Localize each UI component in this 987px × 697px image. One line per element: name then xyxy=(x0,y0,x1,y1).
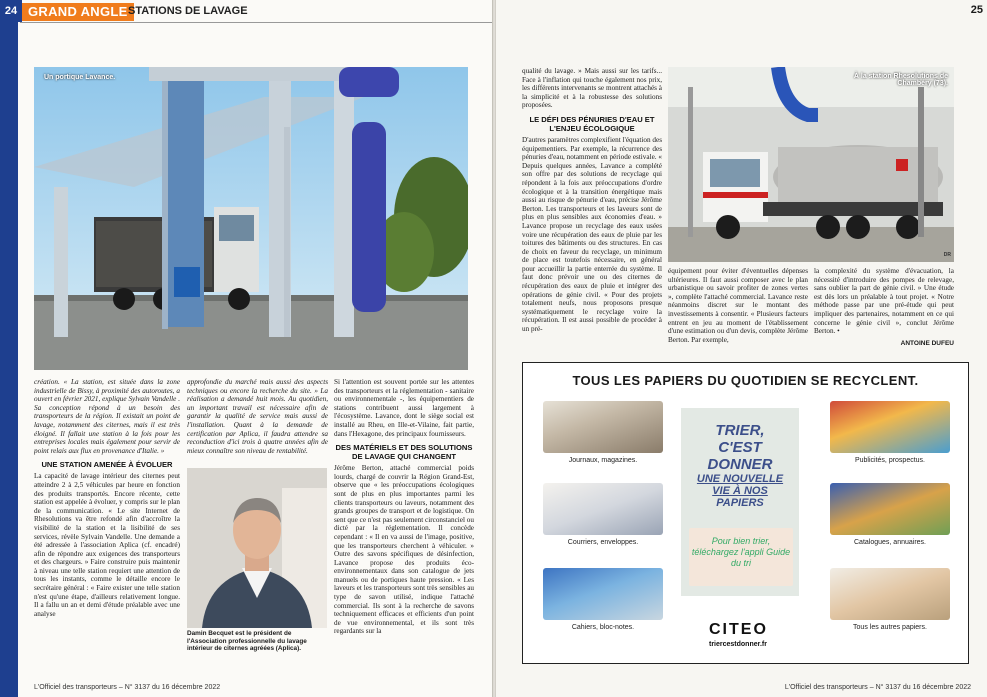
page-footer: L'Officiel des transporteurs – N° 3137 du 16 décembre 2022 xyxy=(784,684,971,691)
photo-caption: Un portique Lavance. xyxy=(44,74,116,81)
card-line: VIE À NOS xyxy=(712,485,768,497)
citeo-advertisement xyxy=(522,362,969,664)
recycle-card xyxy=(681,408,799,596)
paragraph: D'autres paramètres complexifient l'équation des équipementiers. Par exemple, la récurrence des pénuries d'eau, notamment en période estivale. « Depuis quelques années, Lavance a complété son offre par des solutions de recyclage qui répondent à la fois aux préoccupations d'ordre écologique et à la transition énergétique mais aussi au risque de pénurie d'eau, précise Jérôme Berton. Les transporteurs et les laveurs sont de plus en plus sensibles aux économies d'eau. » Lavance propose un recyclage des eaux usées voire une récupération des eaux de pluie par les toitures des bâtiments ou des structures. En cas de choix en faveur du recyclage, un minimum de place est toutefois nécessaire, en général pour accueillir la partie enterrée du système. Il faut donc prévoir une ou des citernes de récupération des eaux de pluie et intégrer des opérations de génie civil. « Pour des projets totalement neufs, nous proposons presque systématiquement le recyclage voire la récupération. Il est aussi possible de procéder à un pré- xyxy=(522,135,662,334)
article-column-3 xyxy=(814,267,954,357)
header-rule xyxy=(20,22,492,23)
ad-title: TOUS LES PAPIERS DU QUOTIDIEN SE RECYCLENT. xyxy=(572,373,919,388)
gantry-illustration xyxy=(34,67,468,370)
flyer-pile-icon xyxy=(830,401,950,453)
ad-item xyxy=(830,483,950,546)
article-column-2 xyxy=(668,267,808,357)
card-line: DONNER xyxy=(707,456,773,473)
photo-credit: DR xyxy=(943,252,951,258)
portrait-caption: Damin Becquet est le président de l'Association professionnelle du lavage intérieur de citernes agréées (Aplica). xyxy=(187,630,307,653)
paragraph: équipement pour éviter d'éventuelles dépenses ultérieures. Il faut aussi composer avec le plan urbanistique ou savoir profiter de zones vertes », complète l'attaché commercial. Lavance reste néanmoins discret sur le montant des investissements à consentir. « Plusieurs facteurs entrent en jeu au moment de l'établissement d'une estimation ou d'un devis, complète Jérôme Berton. Par exemple, xyxy=(668,267,808,344)
page-footer: L'Officiel des transporteurs – N° 3137 du 16 décembre 2022 xyxy=(34,684,221,691)
left-page xyxy=(0,0,492,697)
card-line: TRIER, xyxy=(715,422,765,439)
photo-caption: À la station Rhesolutions de Chambéry (73). xyxy=(853,73,948,87)
station-illustration xyxy=(668,67,954,262)
gantry-photo xyxy=(34,67,468,370)
paragraph: Jérôme Berton, attaché commercial poids lourds, chargé de couvrir la Région Grand-Est, observe que « les préoccupations écologiques sont de plus en plus importantes parmi les clients transporteurs ou laveurs, notamment des grands groupes de transport et de logistique. On sent que ce n'est pas seulement circonstanciel ou dicté par la réglementation. Il concède cependant : « Il en va aussi de l'image, positive, que les transporteurs cherchent à véhiculer. » Outre des savons spécifiques de désinfection, Lavance propose des produits éco-environnementaux dans son catalogue de jets manuels ou de portiques haute pression. « Les laveurs et les transporteurs sont très sensibles au type de savon utilisé, indique l'attaché commercial. Ils sont à la recherche de savons techniquement efficaces et efficients d'un point de vue environnemental, et ils sont très regardants sur la xyxy=(334,464,474,636)
card-line: C'EST xyxy=(718,439,762,456)
article-column-1 xyxy=(34,378,180,663)
notebook-pile-icon xyxy=(543,568,663,620)
ad-item xyxy=(543,568,663,631)
app-cta: Pour bien trier, téléchargez l'appli Guide du tri xyxy=(689,528,793,586)
ad-item xyxy=(543,401,663,464)
page-color-band xyxy=(0,22,18,697)
paragraph: la complexité du système d'évacuation, la nécessité d'introduire des pompes de relevage, sans oublier la part de génie civil. » Une étude est dès lors un préalable à tout projet. « Notre méthode passe par une pré-étude qui peut impliquer des partenaires, notamment en ce qui concerne le génie civil », conclut Jérôme Berton. • xyxy=(814,267,954,336)
ad-item-label: Journaux, magazines. xyxy=(568,457,638,464)
paragraph: qualité du lavage. » Mais aussi sur les tarifs... Face à l'inflation qui touche également nos prix, les différents intervenants se montrent attachés à la simplicité et à la robustesse des solutions proposées. xyxy=(522,67,662,110)
ad-item-label: Courriers, enveloppes. xyxy=(567,539,639,546)
citeo-url: triercestdonner.fr xyxy=(709,641,767,648)
article-column-3 xyxy=(334,378,474,666)
ad-item-label: Catalogues, annuaires. xyxy=(854,539,926,546)
card-line: PAPIERS xyxy=(716,497,764,509)
citeo-logo: CITEO xyxy=(709,621,768,638)
card-line: UNE NOUVELLE xyxy=(696,473,784,485)
paragraph: La capacité de lavage intérieur des citernes peut atteindre 2 à 2,5 véhicules par heure en fonction des produits transportés. Encore récente, cette station est appelée à évoluer, y compris sur le plan de la communication. « Le site Internet de Rhesolutions va être refondé afin d'accroître la visibilité de la station et la lisibilité de ses services, révèle Sylvain Vandelle. Une demande a été adressée à l'association Aplica (cf. encadré) afin de répondre aux exigences des transporteurs et des chargeurs. » Faire construire puis maintenir à niveau une telle station requiert une attention de tous les instants, comme le détaille encore le secrétaire général : « Faire exister une telle station n'est qu'une étape, d'ailleurs relativement longue. Il a fallu un an et demi d'étude préalable avec une analyse xyxy=(34,472,180,618)
ad-item xyxy=(830,401,950,464)
catalogue-pile-icon xyxy=(830,483,950,535)
author-signature: ANTOINE DUFEU xyxy=(900,339,954,347)
page-number: 24 xyxy=(0,0,22,22)
ad-item-label: Tous les autres papiers. xyxy=(853,624,927,631)
article-column-1 xyxy=(522,67,662,357)
envelope-pile-icon xyxy=(543,483,663,535)
right-page xyxy=(496,0,987,697)
ad-item-label: Publicités, prospectus. xyxy=(854,457,926,464)
subhead: UNE STATION AMENÉE À ÉVOLUER xyxy=(41,460,173,470)
subhead: LE DÉFI DES PÉNURIES D'EAU ET L'ENJEU ÉCOLOGIQUE xyxy=(529,114,655,133)
article-column-2 xyxy=(187,378,328,464)
ad-item xyxy=(543,483,663,546)
subhead: DES MATÉRIELS ET DES SOLUTIONS DE LAVAGE QUI CHANGENT xyxy=(335,443,473,462)
paragraph: approfondie du marché mais aussi des aspects techniques ou encore la recherche du site. » La réalisation a demandé huit mois. Au quotidien, un important travail est nécessaire afin de garantir la qualité de service mais aussi de l'installation. Quant à la demande de certification par Aplica, il faudra attendre sa reconduction d'ici trois à quatre années afin de mieux connaître son niveau de rentabilité. xyxy=(187,378,328,455)
ad-item xyxy=(830,568,950,631)
paper-pile-icon xyxy=(830,568,950,620)
station-photo xyxy=(668,67,954,262)
portrait-photo xyxy=(187,468,327,628)
paragraph: création. « La station, est située dans la zone industrielle de Bissy, à proximité des autoroutes, a ouvert en février 2021, explique Sylvain Vandelle . Sa conception répond à un besoin des transporteurs de la région. Il existait un point de lavage, notamment des citernes, mais il est très éloigné. Il fallait une station à la fois pour les entreprises locales mais également pour servir de point relais aux flux en provenance d'Italie. » xyxy=(34,378,180,455)
ad-item-label: Cahiers, bloc-notes. xyxy=(571,624,635,631)
page-number: 25 xyxy=(970,4,983,16)
newspaper-pile-icon xyxy=(543,401,663,453)
section-title: STATIONS DE LAVAGE xyxy=(128,5,248,17)
portrait-illustration xyxy=(187,468,327,628)
rubric-label: GRAND ANGLE xyxy=(22,3,134,21)
paragraph: Si l'attention est souvent portée sur les attentes des transporteurs et la réglementation - sanitaire ou environnementale -, les équipementiers de stations contribuent aussi largement à l'écosystème. Lavance, dont le siège social est installé au Rheu, en Ille-et-Vilaine, fait partie, dans l'Hexagone, des principaux fournisseurs. xyxy=(334,378,474,438)
